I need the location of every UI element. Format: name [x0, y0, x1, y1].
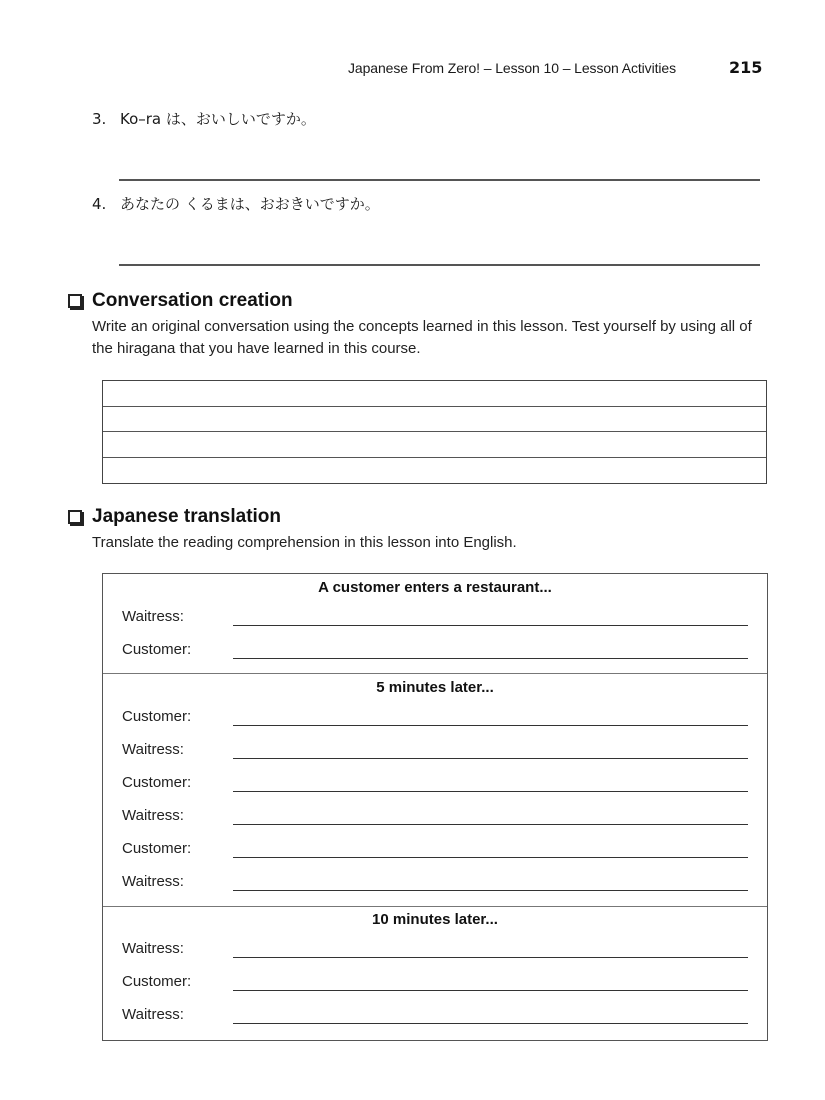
- speaker-label: Waitress:: [122, 940, 184, 957]
- section-conversation-creation-title: [68, 290, 293, 312]
- answer-line-question-4[interactable]: [119, 264, 760, 266]
- page-number: 215: [729, 58, 763, 77]
- dialogue-line: [103, 641, 767, 663]
- conversation-writing-row[interactable]: [103, 458, 766, 484]
- page-header: [0, 58, 825, 80]
- dialogue-line: [103, 940, 767, 962]
- scene-title: A customer enters a restaurant...: [318, 579, 552, 596]
- speaker-label: Customer:: [122, 973, 192, 990]
- dialogue-line: [103, 973, 767, 995]
- section-conversation-creation-description: Write an original conversation using the concepts learned in this lesson. Test yourself by using all of the hiragana that you have learned in this course.: [92, 318, 752, 357]
- conversation-writing-row[interactable]: [103, 432, 766, 458]
- speaker-label: Customer:: [122, 708, 192, 725]
- dialogue-line: [103, 807, 767, 829]
- dialogue-line: [103, 774, 767, 796]
- checkbox-icon[interactable]: [68, 510, 82, 524]
- question-number: 3.: [92, 110, 107, 128]
- dialogue-line: [103, 708, 767, 730]
- translation-answer-line[interactable]: [233, 890, 748, 891]
- translation-answer-line[interactable]: [233, 625, 748, 626]
- dialogue-line: [103, 840, 767, 862]
- speaker-label: Waitress:: [122, 608, 184, 625]
- translation-answer-line[interactable]: [233, 957, 748, 958]
- conversation-writing-table: [102, 380, 767, 484]
- translation-answer-line[interactable]: [233, 1023, 748, 1024]
- translation-answer-line[interactable]: [233, 824, 748, 825]
- translation-answer-line[interactable]: [233, 725, 748, 726]
- scene-divider: [103, 673, 767, 674]
- speaker-label: Waitress:: [122, 807, 184, 824]
- question-number: 4.: [92, 195, 107, 213]
- speaker-label: Customer:: [122, 641, 192, 658]
- answer-line-question-3[interactable]: [119, 179, 760, 181]
- speaker-label: Waitress:: [122, 873, 184, 890]
- dialogue-line: [103, 1006, 767, 1028]
- dialogue-line: [103, 608, 767, 630]
- scene-divider: [103, 906, 767, 907]
- section-japanese-translation-title: [68, 506, 281, 528]
- scene-title: 10 minutes later...: [372, 911, 498, 928]
- running-header-title: Japanese From Zero! – Lesson 10 – Lesson Activities: [348, 60, 676, 76]
- question-3: [92, 108, 316, 129]
- translation-answer-line[interactable]: [233, 990, 748, 991]
- speaker-label: Waitress:: [122, 1006, 184, 1023]
- translation-answer-line[interactable]: [233, 658, 748, 659]
- dialogue-line: [103, 741, 767, 763]
- translation-box: [102, 573, 768, 1041]
- translation-answer-line[interactable]: [233, 791, 748, 792]
- translation-answer-line[interactable]: [233, 857, 748, 858]
- speaker-label: Customer:: [122, 774, 192, 791]
- section-japanese-translation-description: Translate the reading comprehension in this lesson into English.: [92, 534, 517, 551]
- section-title-text: Conversation creation: [92, 290, 293, 311]
- translation-answer-line[interactable]: [233, 758, 748, 759]
- conversation-writing-row[interactable]: [103, 407, 766, 433]
- dialogue-line: [103, 873, 767, 895]
- scene-title: 5 minutes later...: [376, 679, 494, 696]
- section-title-text: Japanese translation: [92, 506, 282, 527]
- speaker-label: Customer:: [122, 840, 192, 857]
- speaker-label: Waitress:: [122, 741, 184, 758]
- question-text: あなたの くるまは、おおきいですか。: [120, 195, 380, 213]
- checkbox-icon[interactable]: [68, 294, 82, 308]
- question-4: [92, 193, 380, 214]
- conversation-writing-row[interactable]: [103, 381, 766, 407]
- question-text: Ko–ra は、おいしいですか。: [120, 110, 316, 128]
